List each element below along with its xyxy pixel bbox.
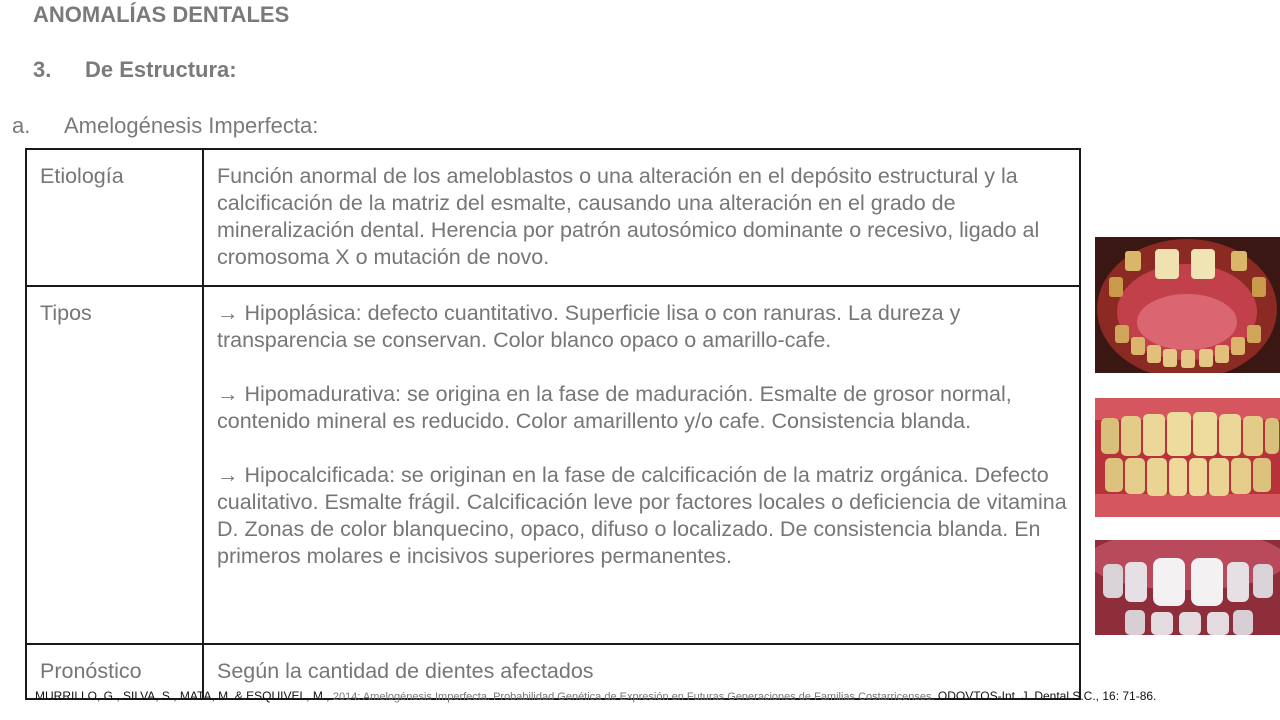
subsection-heading — [12, 113, 318, 139]
citation — [35, 689, 1255, 705]
section-title: De Estructura: — [85, 57, 237, 82]
dental-photo-open-mouth — [1095, 237, 1280, 373]
row-content: Función anormal de los ameloblastos o una alteración en el depósito estructural y la calcificación de la matriz del esmalte, causando una alteración en el grado de mineralización dental. Herencia por patrón autosómico dominante o recesivo, ligado al cromosoma X o mutación de novo. — [203, 149, 1080, 286]
slide-title: ANOMALÍAS DENTALES — [33, 2, 290, 27]
subsection-title: Amelogénesis Imperfecta: — [64, 113, 319, 138]
subsection-letter: a. — [12, 113, 31, 138]
row-label: Etiología — [26, 149, 203, 286]
row-content: Según la cantidad de dientes afectados — [203, 644, 1080, 699]
dental-photo-white-incisors — [1095, 540, 1280, 635]
row-label: Tipos — [26, 286, 203, 644]
citation-source: ODOVTOS-Int. J. Dental S.C., 16: 71-86. — [937, 689, 1157, 703]
section-number: 3. — [33, 57, 52, 82]
row-label: Pronóstico — [26, 644, 203, 699]
type-hipocalcificada: → Hipocalcificada: se originan en la fase de calcificación de la matriz orgánica. Defecto cualitativo. Esmalte frágil. Calcificación leve por factores locales o deficiencia de vitamina D. Zonas de color blanquecino, opaco, difuso o localizado. De consistencia blanda. En primeros molares e incisivos superiores permanentes. — [217, 463, 1067, 568]
table-row-tipos — [26, 286, 1080, 644]
citation-title: 2014: Amelogénesis Imperfecta. Probabilidad Genética de Expresión en Futuras Generaciones de Familias Costarricenses. — [332, 691, 935, 703]
row-content — [203, 286, 1080, 644]
type-hipomadurativa: → Hipomadurativa: se origina en la fase de maduración. Esmalte de grosor normal, contenido mineral es reducido. Color amarillento y/o cafe. Consistencia blanda. — [217, 382, 1012, 433]
type-hipoplasica: → Hipoplásica: defecto cuantitativo. Superficie lisa o con ranuras. La dureza y transparencia se conservan. Color blanco opaco o amarillo-cafe. — [217, 301, 961, 352]
section-heading — [33, 57, 237, 83]
table-row-etiologia — [26, 149, 1080, 286]
info-table — [25, 148, 1081, 700]
citation-authors: MURRILLO, G., SILVA, S., MATA, M. & ESQUIVEL, M., — [35, 689, 330, 703]
dental-photo-yellow-teeth — [1095, 398, 1280, 517]
